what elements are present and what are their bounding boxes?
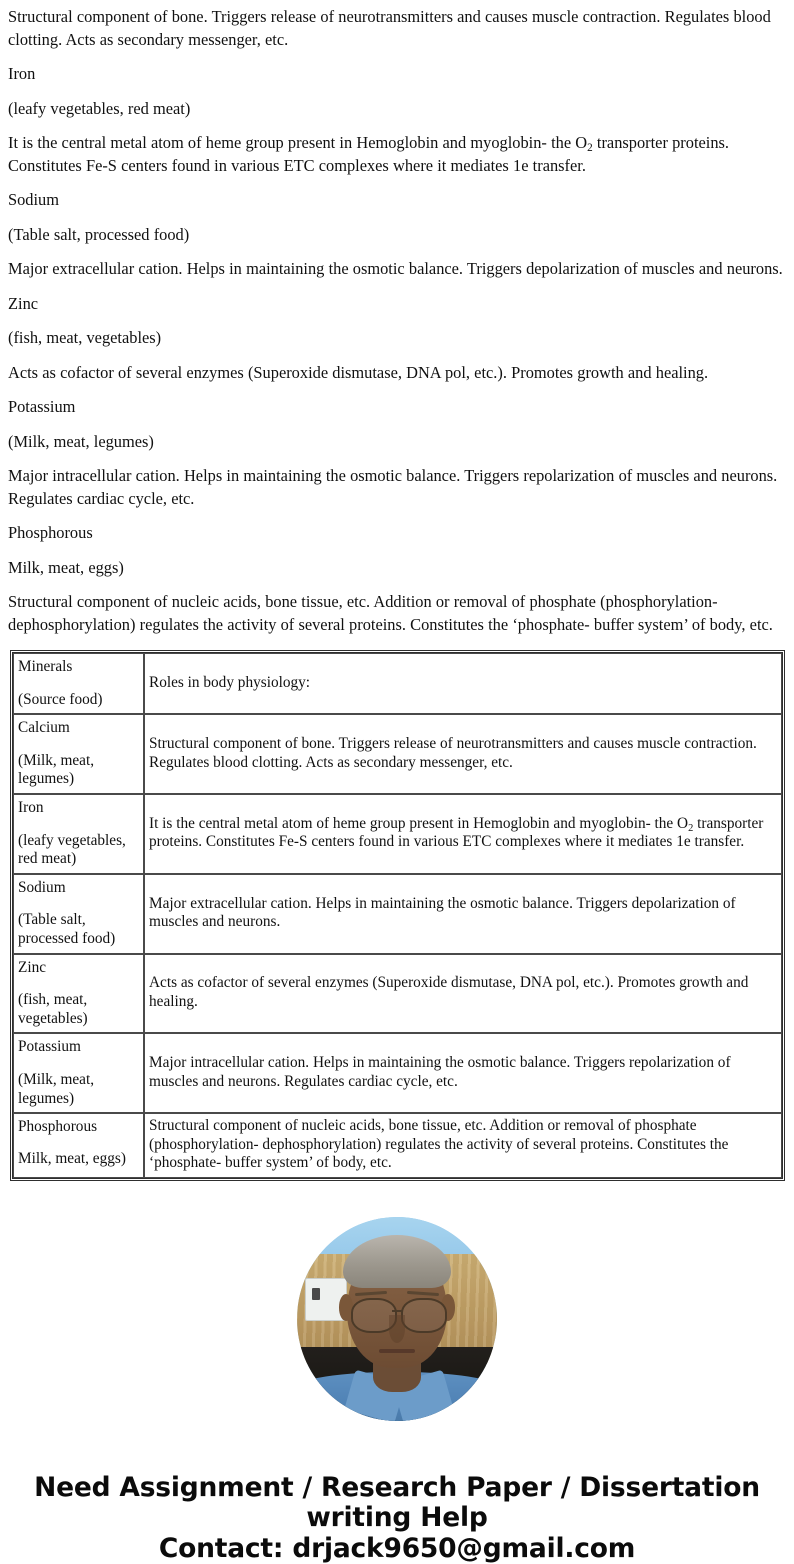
- mineral-name: Potassium: [18, 1038, 81, 1056]
- mineral-source: (fish, meat, vegetables): [18, 991, 88, 1027]
- table-header-cell-roles: [144, 653, 782, 714]
- glasses-lens-right-icon: [401, 1298, 447, 1333]
- mineral-name: Phosphorous: [18, 1118, 98, 1136]
- mineral-role: Structural component of nucleic acids, bone tissue, etc. Addition or removal of phosphate (phosphorylation- dephosphorylation) regulates the activity of several proteins. Constitutes the ‘phosphate- buffer system’ of body, etc.: [149, 1117, 729, 1172]
- paragraph-potassium-name: Potassium: [8, 397, 76, 416]
- table-row: [13, 1033, 782, 1113]
- mineral-source: (leafy vegetables, red meat): [18, 831, 126, 868]
- header-mineral-label: Minerals: [18, 658, 73, 675]
- oxygen-subscript: 2: [688, 822, 694, 834]
- mineral-source: (Table salt, processed food): [18, 911, 116, 947]
- mineral-name: Zinc: [18, 958, 47, 976]
- iron-roles-part-b: transporter proteins. Constitutes Fe-S centers found in various ETC complexes where it mediates 1e transfer.: [8, 133, 730, 175]
- photo-mouth: [379, 1349, 415, 1353]
- cell-mineral-iron: [13, 794, 144, 874]
- paragraph-phosphorous-name: Phosphorous: [8, 523, 93, 542]
- glasses-bridge-icon: [392, 1310, 403, 1312]
- paragraph-zinc-name: Zinc: [8, 293, 39, 313]
- mineral-role: Acts as cofactor of several enzymes (Superoxide dismutase, DNA pol, etc.). Promotes growth and healing.: [149, 974, 749, 1010]
- promo-footer: [0, 1473, 794, 1564]
- iron-roles-part-a: It is the central metal atom of heme group present in Hemoglobin and myoglobin- the O: [8, 133, 588, 152]
- cell-role-potassium: [144, 1033, 782, 1113]
- paragraph-zinc-roles: Acts as cofactor of several enzymes (Superoxide dismutase, DNA pol, etc.). Promotes growth and healing.: [8, 362, 709, 382]
- cell-mineral-sodium: [13, 874, 144, 954]
- cell-role-phosphorous: [144, 1113, 782, 1178]
- cell-role-sodium: [144, 874, 782, 954]
- paragraph-sodium-source: (Table salt, processed food): [8, 224, 190, 244]
- avatar: [297, 1217, 497, 1421]
- cell-role-calcium: [144, 714, 782, 794]
- mineral-source: (Milk, meat, legumes): [18, 1070, 95, 1107]
- paragraph-iron-name: Iron: [8, 64, 36, 83]
- table-header-cell-minerals: [13, 653, 144, 714]
- header-role-label: Roles in body physiology:: [149, 673, 311, 691]
- paragraph-zinc-source: (fish, meat, vegetables): [8, 328, 162, 347]
- portrait-block: [0, 1217, 794, 1421]
- mineral-role: Structural component of bone. Triggers release of neurotransmitters and causes muscle contraction. Regulates blood clotting. Acts as secondary messenger, etc.: [149, 734, 757, 771]
- mineral-role: Major intracellular cation. Helps in maintaining the osmotic balance. Triggers repolarization of muscles and neurons. Regulates cardiac cycle, etc.: [149, 1054, 731, 1090]
- minerals-table-wrapper: [10, 650, 785, 1181]
- paragraph-phosphorous-source: Milk, meat, eggs): [8, 557, 124, 577]
- role-part-b: transporter proteins. Constitutes Fe-S centers found in various ETC complexes where it mediates 1e transfer.: [149, 814, 764, 851]
- mineral-role: [149, 815, 776, 852]
- cell-mineral-zinc: [13, 954, 144, 1034]
- promo-contact: Contact: drjack9650@gmail.com: [158, 1532, 636, 1564]
- mineral-name: Calcium: [18, 719, 70, 737]
- paragraph-calcium-roles: Structural component of bone. Triggers release of neurotransmitters and causes muscle contraction. Regulates blood clotting. Acts as secondary messenger, etc.: [8, 7, 771, 49]
- minerals-table: [10, 650, 785, 1181]
- table-row: [13, 954, 782, 1034]
- mineral-name: Sodium: [18, 878, 66, 896]
- paragraph-phosphorous-roles: Structural component of nucleic acids, bone tissue, etc. Addition or removal of phosphate (phosphorylation- dephosphorylation) regulates the activity of several proteins. Constitutes the ‘phosphate- buffer system’ of body, etc.: [8, 592, 773, 634]
- document-text-section: [0, 0, 794, 636]
- cell-role-iron: [144, 794, 782, 874]
- paragraph-iron-roles: [8, 132, 785, 177]
- mineral-name: Iron: [18, 798, 44, 816]
- table-header-row: [13, 653, 782, 714]
- table-row: [13, 794, 782, 874]
- table-row: [13, 1113, 782, 1178]
- cell-mineral-potassium: [13, 1033, 144, 1113]
- paragraph-iron-source: (leafy vegetables, red meat): [8, 98, 191, 118]
- mineral-source: Milk, meat, eggs): [18, 1149, 126, 1167]
- role-part-a: It is the central metal atom of heme group present in Hemoglobin and myoglobin- the O: [149, 814, 689, 832]
- table-row: [13, 874, 782, 954]
- paragraph-potassium-roles: Major intracellular cation. Helps in maintaining the osmotic balance. Triggers repolarization of muscles and neurons. Regulates cardiac cycle, etc.: [8, 466, 778, 508]
- cell-mineral-calcium: [13, 714, 144, 794]
- paragraph-sodium-name: Sodium: [8, 190, 60, 209]
- paragraph-sodium-roles: Major extracellular cation. Helps in maintaining the osmotic balance. Triggers depolarization of muscles and neurons.: [8, 259, 783, 278]
- header-source-label: (Source food): [18, 690, 103, 708]
- cell-mineral-phosphorous: [13, 1113, 144, 1178]
- table-row: [13, 714, 782, 794]
- cell-role-zinc: [144, 954, 782, 1034]
- mineral-role: Major extracellular cation. Helps in maintaining the osmotic balance. Triggers depolarization of muscles and neurons.: [149, 894, 736, 931]
- promo-headline: Need Assignment / Research Paper / Dissertation writing Help: [34, 1471, 760, 1533]
- oxygen-subscript: 2: [587, 142, 593, 155]
- paragraph-potassium-source: (Milk, meat, legumes): [8, 431, 154, 451]
- mineral-source: (Milk, meat, legumes): [18, 751, 95, 788]
